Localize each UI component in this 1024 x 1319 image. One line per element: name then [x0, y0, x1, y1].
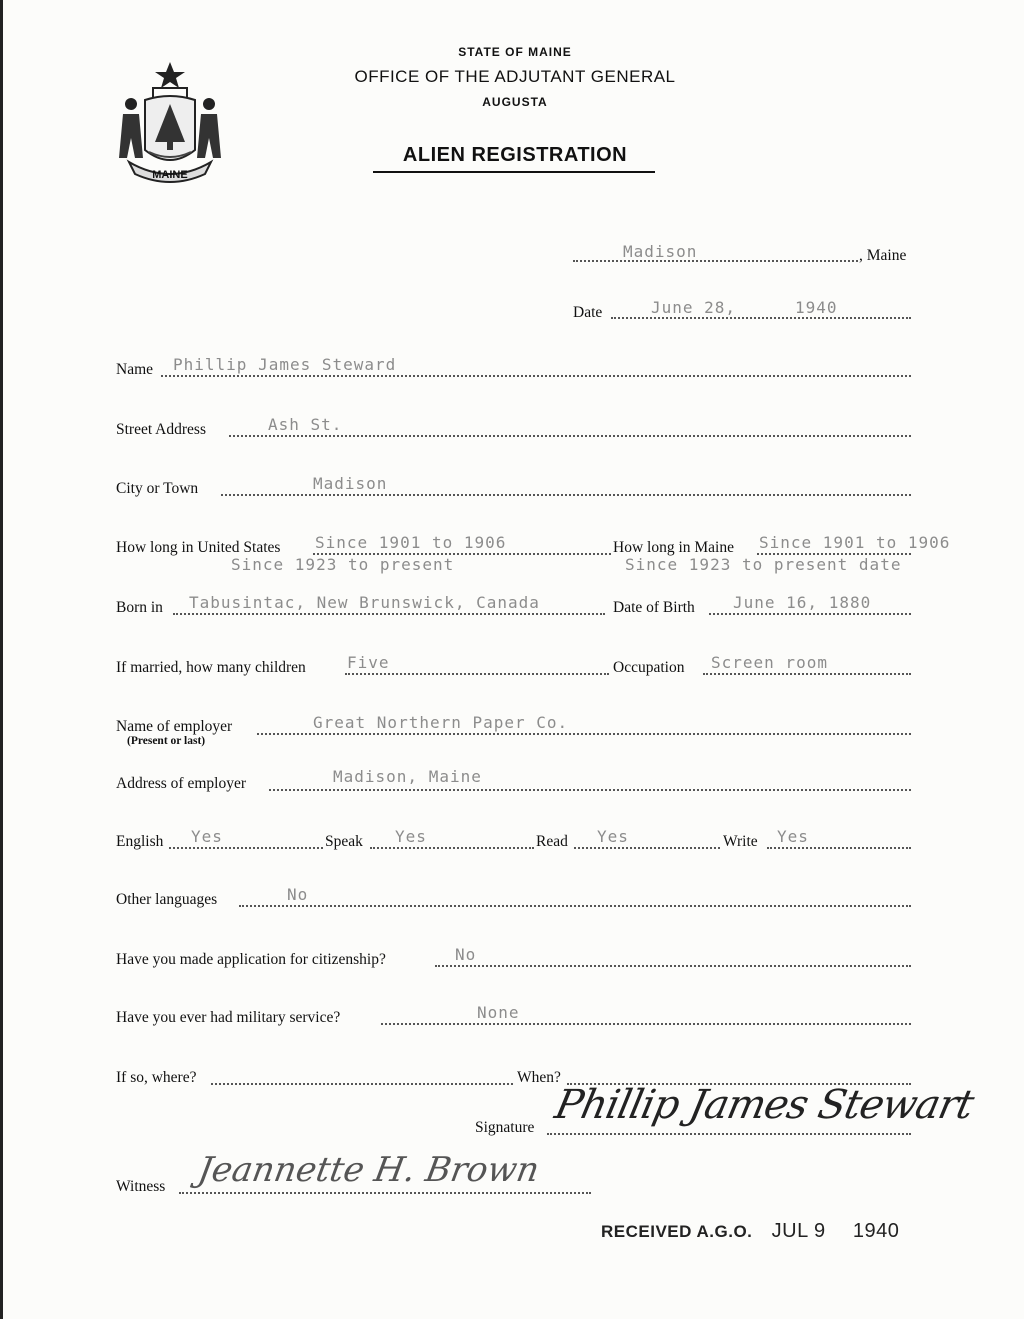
- city-label: City or Town: [116, 480, 199, 497]
- how-long-us-value-2: Since 1923 to present: [231, 555, 455, 574]
- stamp-date: JUL 9: [771, 1220, 826, 1242]
- date-value: June 28,: [651, 298, 737, 317]
- place-value: Madison: [623, 242, 698, 261]
- street-line: [229, 435, 911, 437]
- dob-label: Date of Birth: [613, 599, 695, 616]
- header-office: OFFICE OF THE ADJUTANT GENERAL: [354, 67, 676, 86]
- where-label: If so, where?: [116, 1069, 197, 1086]
- title-underline: [373, 171, 655, 173]
- citizenship-value: No: [455, 945, 477, 964]
- employer-sub-label: (Present or last): [127, 735, 206, 747]
- military-line: [381, 1023, 911, 1025]
- children-label: If married, how many children: [116, 659, 306, 676]
- military-value: None: [477, 1003, 520, 1022]
- employer-value: Great Northern Paper Co.: [313, 713, 569, 732]
- read-value: Yes: [597, 827, 629, 846]
- form-title: ALIEN REGISTRATION: [402, 144, 628, 166]
- date-label: Date: [573, 304, 603, 321]
- street-label: Street Address: [116, 421, 206, 438]
- english-label: English: [116, 833, 164, 850]
- place-line: [573, 260, 858, 262]
- other-languages-label: Other languages: [116, 891, 218, 908]
- employer-label: Name of employer: [116, 718, 233, 735]
- dob-line: [709, 613, 911, 615]
- header-city: AUGUSTA: [482, 95, 548, 109]
- signature-line: [547, 1133, 911, 1135]
- children-line: [345, 673, 609, 675]
- occupation-value: Screen room: [711, 653, 828, 672]
- born-in-label: Born in: [116, 599, 163, 616]
- name-label: Name: [116, 361, 154, 378]
- employer-line: [257, 733, 911, 735]
- street-value: Ash St.: [268, 415, 343, 434]
- born-in-line: [173, 613, 605, 615]
- stamp-text: RECEIVED A.G.O.: [601, 1222, 753, 1241]
- read-line: [574, 847, 720, 849]
- where-line: [211, 1083, 513, 1085]
- name-value: Phillip James Steward: [173, 355, 397, 374]
- speak-line: [370, 847, 534, 849]
- write-label: Write: [723, 833, 758, 850]
- english-line: [169, 847, 323, 849]
- born-in-value: Tabusintac, New Brunswick, Canada: [189, 593, 540, 612]
- city-value: Madison: [313, 474, 388, 493]
- witness-label: Witness: [116, 1178, 166, 1195]
- employer-address-value: Madison, Maine: [333, 767, 482, 786]
- read-label: Read: [536, 833, 568, 850]
- name-line: [161, 375, 911, 377]
- seal-banner-text: MAINE: [152, 169, 188, 181]
- occupation-line: [703, 673, 911, 675]
- military-label: Have you ever had military service?: [116, 1009, 341, 1026]
- citizenship-label: Have you made application for citizenship?: [116, 951, 386, 968]
- received-stamp: [601, 1220, 899, 1243]
- children-value: Five: [347, 653, 390, 672]
- when-label: When?: [517, 1069, 561, 1086]
- how-long-maine-value-1: Since 1901 to 1906: [759, 533, 951, 552]
- signature-label: Signature: [475, 1119, 535, 1136]
- english-value: Yes: [191, 827, 223, 846]
- date-year: 1940: [795, 298, 838, 317]
- employer-address-line: [269, 789, 911, 791]
- citizenship-line: [435, 965, 911, 967]
- other-languages-line: [239, 905, 911, 907]
- how-long-maine-value-2: Since 1923 to present date: [625, 555, 902, 574]
- employer-address-label: Address of employer: [116, 775, 246, 792]
- witness-line: [179, 1192, 591, 1194]
- how-long-us-label: How long in United States: [116, 539, 281, 556]
- how-long-us-value-1: Since 1901 to 1906: [315, 533, 507, 552]
- stamp-year: 1940: [852, 1220, 900, 1242]
- dob-value: June 16, 1880: [733, 593, 872, 612]
- other-languages-value: No: [287, 885, 309, 904]
- city-line: [221, 494, 911, 496]
- date-line: [611, 317, 911, 319]
- header-state: STATE OF MAINE: [458, 45, 572, 59]
- signature-handwritten: Phillip James Stewart: [551, 1082, 978, 1128]
- witness-handwritten: Jeannette H. Brown: [195, 1150, 543, 1190]
- how-long-maine-label: How long in Maine: [613, 539, 734, 556]
- speak-label: Speak: [325, 833, 363, 850]
- speak-value: Yes: [395, 827, 427, 846]
- write-line: [767, 847, 911, 849]
- place-suffix: , Maine: [859, 247, 907, 264]
- occupation-label: Occupation: [613, 659, 685, 676]
- write-value: Yes: [777, 827, 809, 846]
